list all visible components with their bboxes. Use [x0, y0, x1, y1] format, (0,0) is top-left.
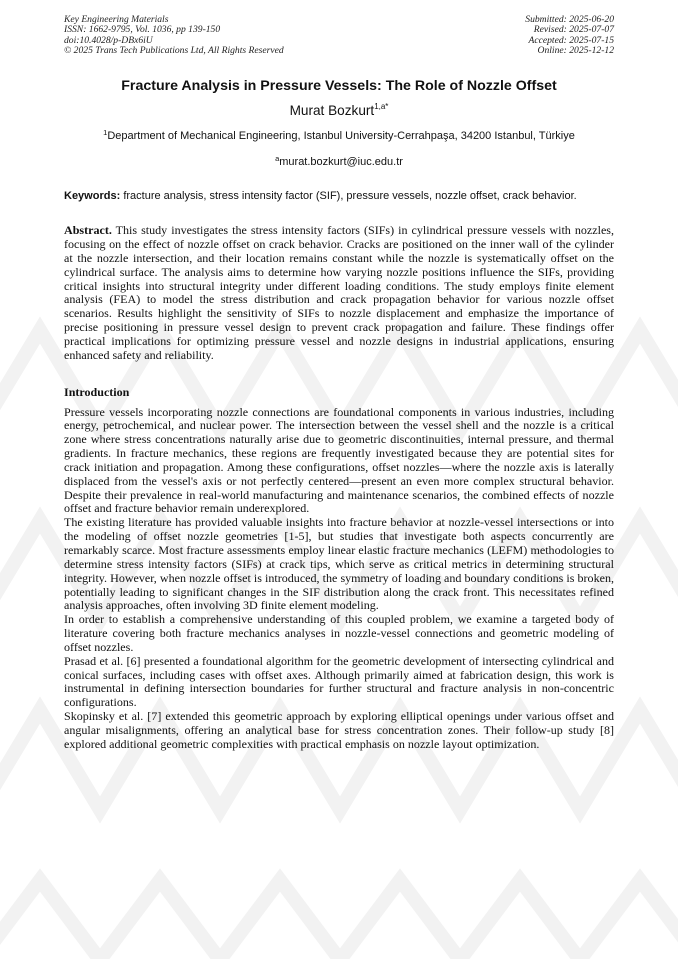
abstract-text: This study investigates the stress intensity factors (SIFs) in cylindrical pressure vessels with nozzles, focusing on the effect of nozzle offset on crack behavior. Cracks are positioned on the inner wall of the cylinder at the nozzle intersection, and their location remains constant while the nozzle is systematically offset on the cylindrical surface. The analysis aims to determine how varying nozzle positions influence the SIFs, providing critical insights into structural integrity under different loading conditions. The study employs finite element analysis (FEA) to model the stress distribution and crack propagation behavior for various nozzle offset scenarios. Results highlight the sensitivity of SIFs to nozzle displacement and emphasize the importance of precise positioning in pressure vessel design to prevent crack propagation and failure. These findings offer practical implications for optimizing pressure vessel and nozzle designs in industrial applications, ensuring enhanced safety and reliability. [64, 223, 614, 362]
paper-title: Fracture Analysis in Pressure Vessels: The Role of Nozzle Offset [121, 77, 557, 94]
journal-doi[interactable]: doi:10.4028/p-DBx6iU [64, 34, 153, 46]
paper-page [64, 15, 614, 752]
author-line [64, 99, 614, 119]
date-accepted: Accepted: 2025-07-15 [528, 34, 614, 46]
journal-issn: ISSN: 1662-9795, Vol. 1036, pp 139-150 [64, 24, 221, 36]
date-revised: Revised: 2025-07-07 [533, 24, 614, 36]
section-heading-introduction: Introduction [64, 384, 130, 399]
keywords-text: fracture analysis, stress intensity factor (SIF), pressure vessels, nozzle offset, crack behavior. [123, 189, 577, 202]
intro-paragraph: Skopinsky et al. [7] extended this geometric approach by exploring elliptical openings under various offset and angular misalignments, offering an analytical base for stress concentration zones. Their follow-up study [8] explored additional geometric complexities with practical emphasis on nozzle layout optimization. [64, 709, 614, 751]
journal-copyright: © 2025 Trans Tech Publications Ltd, All Rights Reserved [64, 45, 284, 57]
intro-paragraph: Prasad et al. [6] presented a foundational algorithm for the geometric development of intersecting cylindrical and conical surfaces, including cases with offset axes. Although primarily aimed at fabrication design, this work is instrumental in defining intersection boundaries for further structural and fracture analysis in non-concentric configurations. [64, 653, 614, 710]
intro-paragraph: In order to establish a comprehensive understanding of this coupled problem, we examine a targeted body of literature covering both fracture mechanics analyses in nozzle-vessel connections and geometric modeling of offset nozzles. [64, 612, 614, 654]
abstract-label: Abstract. [64, 223, 112, 238]
keywords-label: Keywords: [64, 189, 121, 202]
date-submitted: Submitted: 2025-06-20 [525, 14, 614, 25]
email-address[interactable]: murat.bozkurt@iuc.edu.tr [279, 155, 403, 168]
affiliation [64, 126, 614, 143]
keywords [64, 190, 614, 204]
abstract [64, 224, 614, 362]
author-affiliation-mark: 1,a* [374, 101, 389, 111]
email-mark: a [275, 153, 280, 163]
intro-paragraph: Pressure vessels incorporating nozzle connections are foundational components in various industries, including energy, petrochemical, and nuclear power. The intersection between the vessel shell and the nozzle is a critical zone where stress concentrations naturally arise due to geometric discontinuities, internal pressure, and thermal gradients. In fracture mechanics, these regions are frequently investigated because they are potential sites for crack initiation and propagation. Among these configurations, offset nozzles—where the nozzle axis is laterally displaced from the vessel's axis or not perfectly centered—present an even more complex structural behavior. Despite their prevalence in real-world manufacturing and maintenance scenarios, the combined effects of nozzle offset and fracture behavior remain underexplored. [64, 404, 614, 516]
journal-info [64, 15, 284, 57]
affiliation-mark: 1 [103, 127, 108, 137]
date-online: Online: 2025-12-12 [537, 45, 614, 57]
author-name: Murat Bozkurt [289, 102, 375, 118]
affiliation-text: Department of Mechanical Engineering, Istanbul University-Cerrahpaşa, 34200 Istanbul, Türkiye [107, 129, 575, 142]
author-email [64, 152, 614, 169]
journal-header [64, 15, 614, 57]
journal-name: Key Engineering Materials [64, 14, 169, 25]
intro-paragraph: The existing literature has provided valuable insights into fracture behavior at nozzle-vessel intersections or into the modeling of offset nozzle geometries [1-5], but studies that investigate both aspects concurrently are remarkably scarce. Most fracture assessments employ linear elastic fracture mechanics (LEFM) methodologies to determine stress intensity factors (SIFs) at crack tips, which serve as critical metrics in determining structural integrity. However, when nozzle offset is introduced, the symmetry of loading and boundary conditions is broken, potentially leading to significant changes in the SIF distribution along the crack front. This necessitates refined analysis approaches, often involving 3D finite element modeling. [64, 515, 614, 613]
publication-dates [525, 15, 614, 57]
